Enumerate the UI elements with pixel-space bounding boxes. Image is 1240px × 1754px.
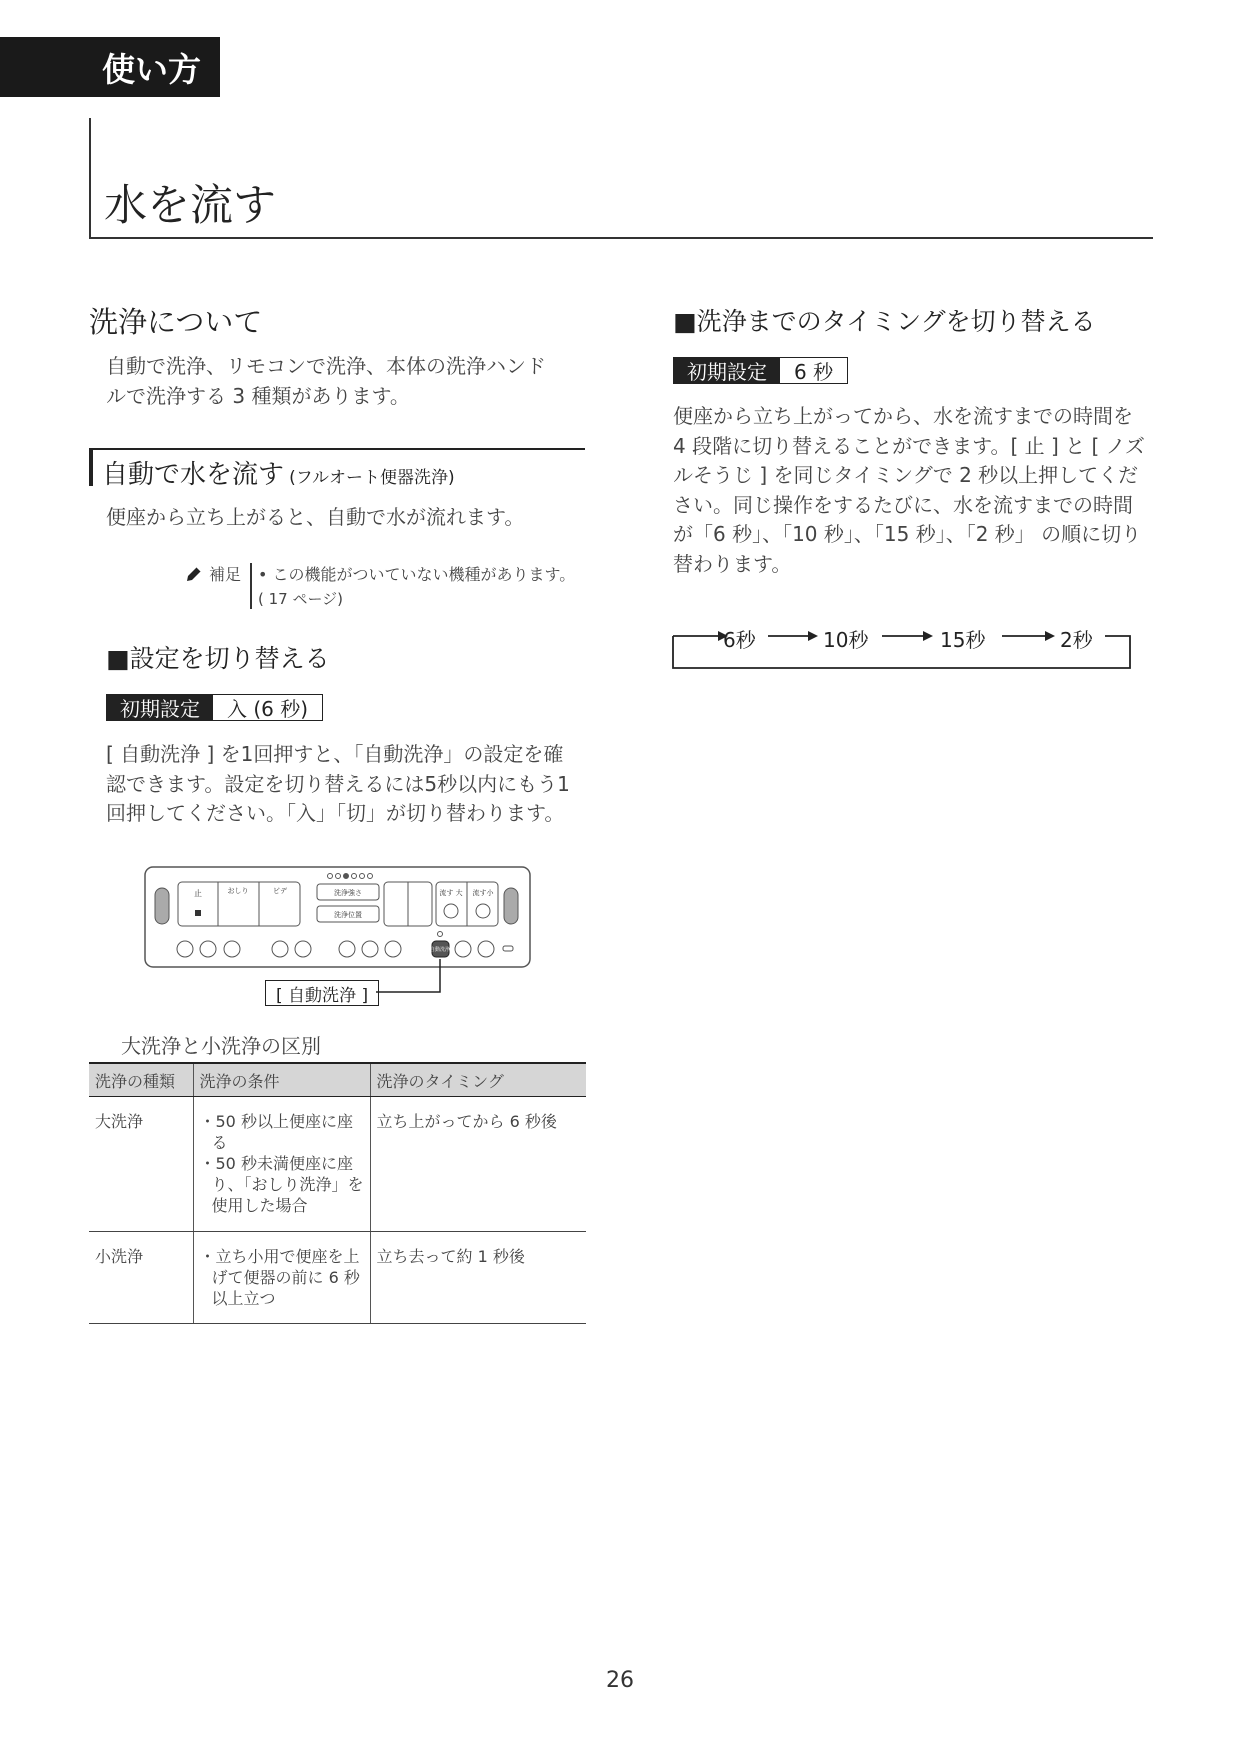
condition-item: ・50 秒未満便座に座り、「おしり洗浄」を使用した場合 — [199, 1154, 364, 1215]
note-label-group — [184, 562, 241, 585]
table-row — [89, 1232, 586, 1324]
setting-desc-line: 認できます。設定を切り替えるには5秒以内にもう1 — [106, 771, 570, 796]
timing-default-badge — [673, 357, 848, 384]
condition-item: ・50 秒以上便座に座る — [199, 1112, 353, 1152]
timing-default-value: 6 秒 — [794, 360, 834, 384]
table-caption: 大洗浄と小洗浄の区別 — [121, 1034, 321, 1058]
note-label: 補足 — [209, 565, 242, 584]
remote-stop-label: 止 — [194, 889, 202, 898]
note-ref-line — [258, 587, 575, 611]
cycle-step: 15秒 — [940, 628, 986, 652]
table-row — [89, 1097, 586, 1232]
setting-title: ■設定を切り替える — [106, 644, 330, 673]
timing-desc-line: 便座から立ち上がってから、水を流すまでの時間を — [673, 404, 1133, 428]
wash-distinction-table — [89, 1062, 586, 1324]
timing-desc — [673, 402, 1153, 579]
table-cell-timing: 立ち去って約 1 秒後 — [370, 1232, 586, 1324]
auto-flush-title-small: (フルオート便器洗浄) — [289, 468, 455, 488]
page-title: 水を流す — [104, 181, 276, 231]
table-cell-conditions — [193, 1232, 370, 1324]
note-ref: ( 17 ページ) — [258, 590, 344, 608]
timing-desc-line: さい。同じ操作をするたびに、水を流すまでの時間 — [673, 492, 1133, 517]
auto-flush-desc: 便座から立ち上がると、自動で水が流れます。 — [106, 505, 525, 529]
subhead-marker — [89, 450, 93, 486]
timing-desc-line: 4 段階に切り替えることができます。[ 止 ] と [ ノズ — [673, 433, 1145, 458]
table-header: 洗浄のタイミング — [370, 1063, 586, 1097]
remote-dai-label: 流す 大 — [439, 889, 463, 897]
note-body — [258, 563, 575, 611]
default-setting-value: 入 (6 秒) — [227, 697, 309, 721]
auto-flush-title: 自動で水を流す — [102, 460, 285, 490]
remote-oshiri-label: おしり — [227, 887, 249, 895]
arrow-right-icon — [923, 631, 933, 641]
section-intro-line: 自動で洗浄、リモコンで洗浄、本体の洗浄ハンド — [106, 354, 546, 378]
page-number: 26 — [606, 1668, 634, 1693]
title-rule-horizontal — [89, 237, 1153, 239]
table-cell-conditions — [193, 1097, 370, 1232]
note-divider — [250, 563, 252, 609]
pencil-icon — [184, 564, 204, 584]
timing-title: ■洗浄までのタイミングを切り替える — [673, 307, 1096, 336]
timing-desc-line: が「6 秒」、「10 秒」、「15 秒」、「2 秒」 の順に切り — [673, 522, 1142, 546]
setting-desc-line: [ 自動洗浄 ] を1回押すと、「自動洗浄」の設定を確 — [106, 742, 564, 766]
remote-strength-label: 洗浄強さ — [334, 889, 362, 897]
timing-desc-line: 替わります。 — [673, 551, 792, 576]
auto-wash-callout: [ 自動洗浄 ] — [265, 980, 379, 1006]
timing-default-label: 初期設定 — [674, 358, 780, 383]
chapter-tab — [0, 37, 220, 97]
setting-desc-line: 回押してください。「入」「切」が切り替わります。 — [106, 801, 565, 825]
remote-bidet-label: ビデ — [273, 887, 287, 895]
section-intro-line: ルで洗浄する 3 種類があります。 — [106, 383, 410, 408]
table-cell-type: 大洗浄 — [89, 1097, 193, 1232]
arrow-right-icon — [808, 631, 818, 641]
table-header: 洗浄の種類 — [89, 1063, 193, 1097]
table-header-row — [89, 1063, 586, 1097]
section-title: 洗浄について — [89, 305, 263, 339]
subhead-rule — [89, 448, 585, 450]
remote-sho-label: 流す小 — [472, 889, 494, 897]
default-setting-label: 初期設定 — [107, 695, 213, 720]
title-rule-vertical — [89, 118, 91, 238]
note-text: • この機能がついていない機種があります。 — [258, 565, 576, 584]
chapter-tab-label: 使い方 — [102, 49, 201, 89]
cycle-step: 2秒 — [1060, 628, 1093, 652]
cycle-step: 6秒 — [723, 628, 756, 652]
auto-flush-heading — [102, 454, 455, 491]
default-setting-badge — [106, 694, 323, 721]
condition-item: ・立ち小用で便座を上げて便器の前に 6 秒以上立つ — [199, 1247, 360, 1308]
setting-desc — [106, 740, 606, 829]
table-header: 洗浄の条件 — [193, 1063, 370, 1097]
remote-position-label: 洗浄位置 — [334, 911, 362, 919]
section-intro — [106, 352, 606, 411]
table-cell-timing: 立ち上がってから 6 秒後 — [370, 1097, 586, 1232]
remote-auto-wash-label: 自動洗浄 — [429, 947, 451, 953]
arrow-right-icon — [1045, 631, 1055, 641]
table-cell-type: 小洗浄 — [89, 1232, 193, 1324]
timing-desc-line: ルそうじ ] を同じタイミングで 2 秒以上押してくだ — [673, 463, 1139, 487]
cycle-step: 10秒 — [823, 628, 869, 652]
